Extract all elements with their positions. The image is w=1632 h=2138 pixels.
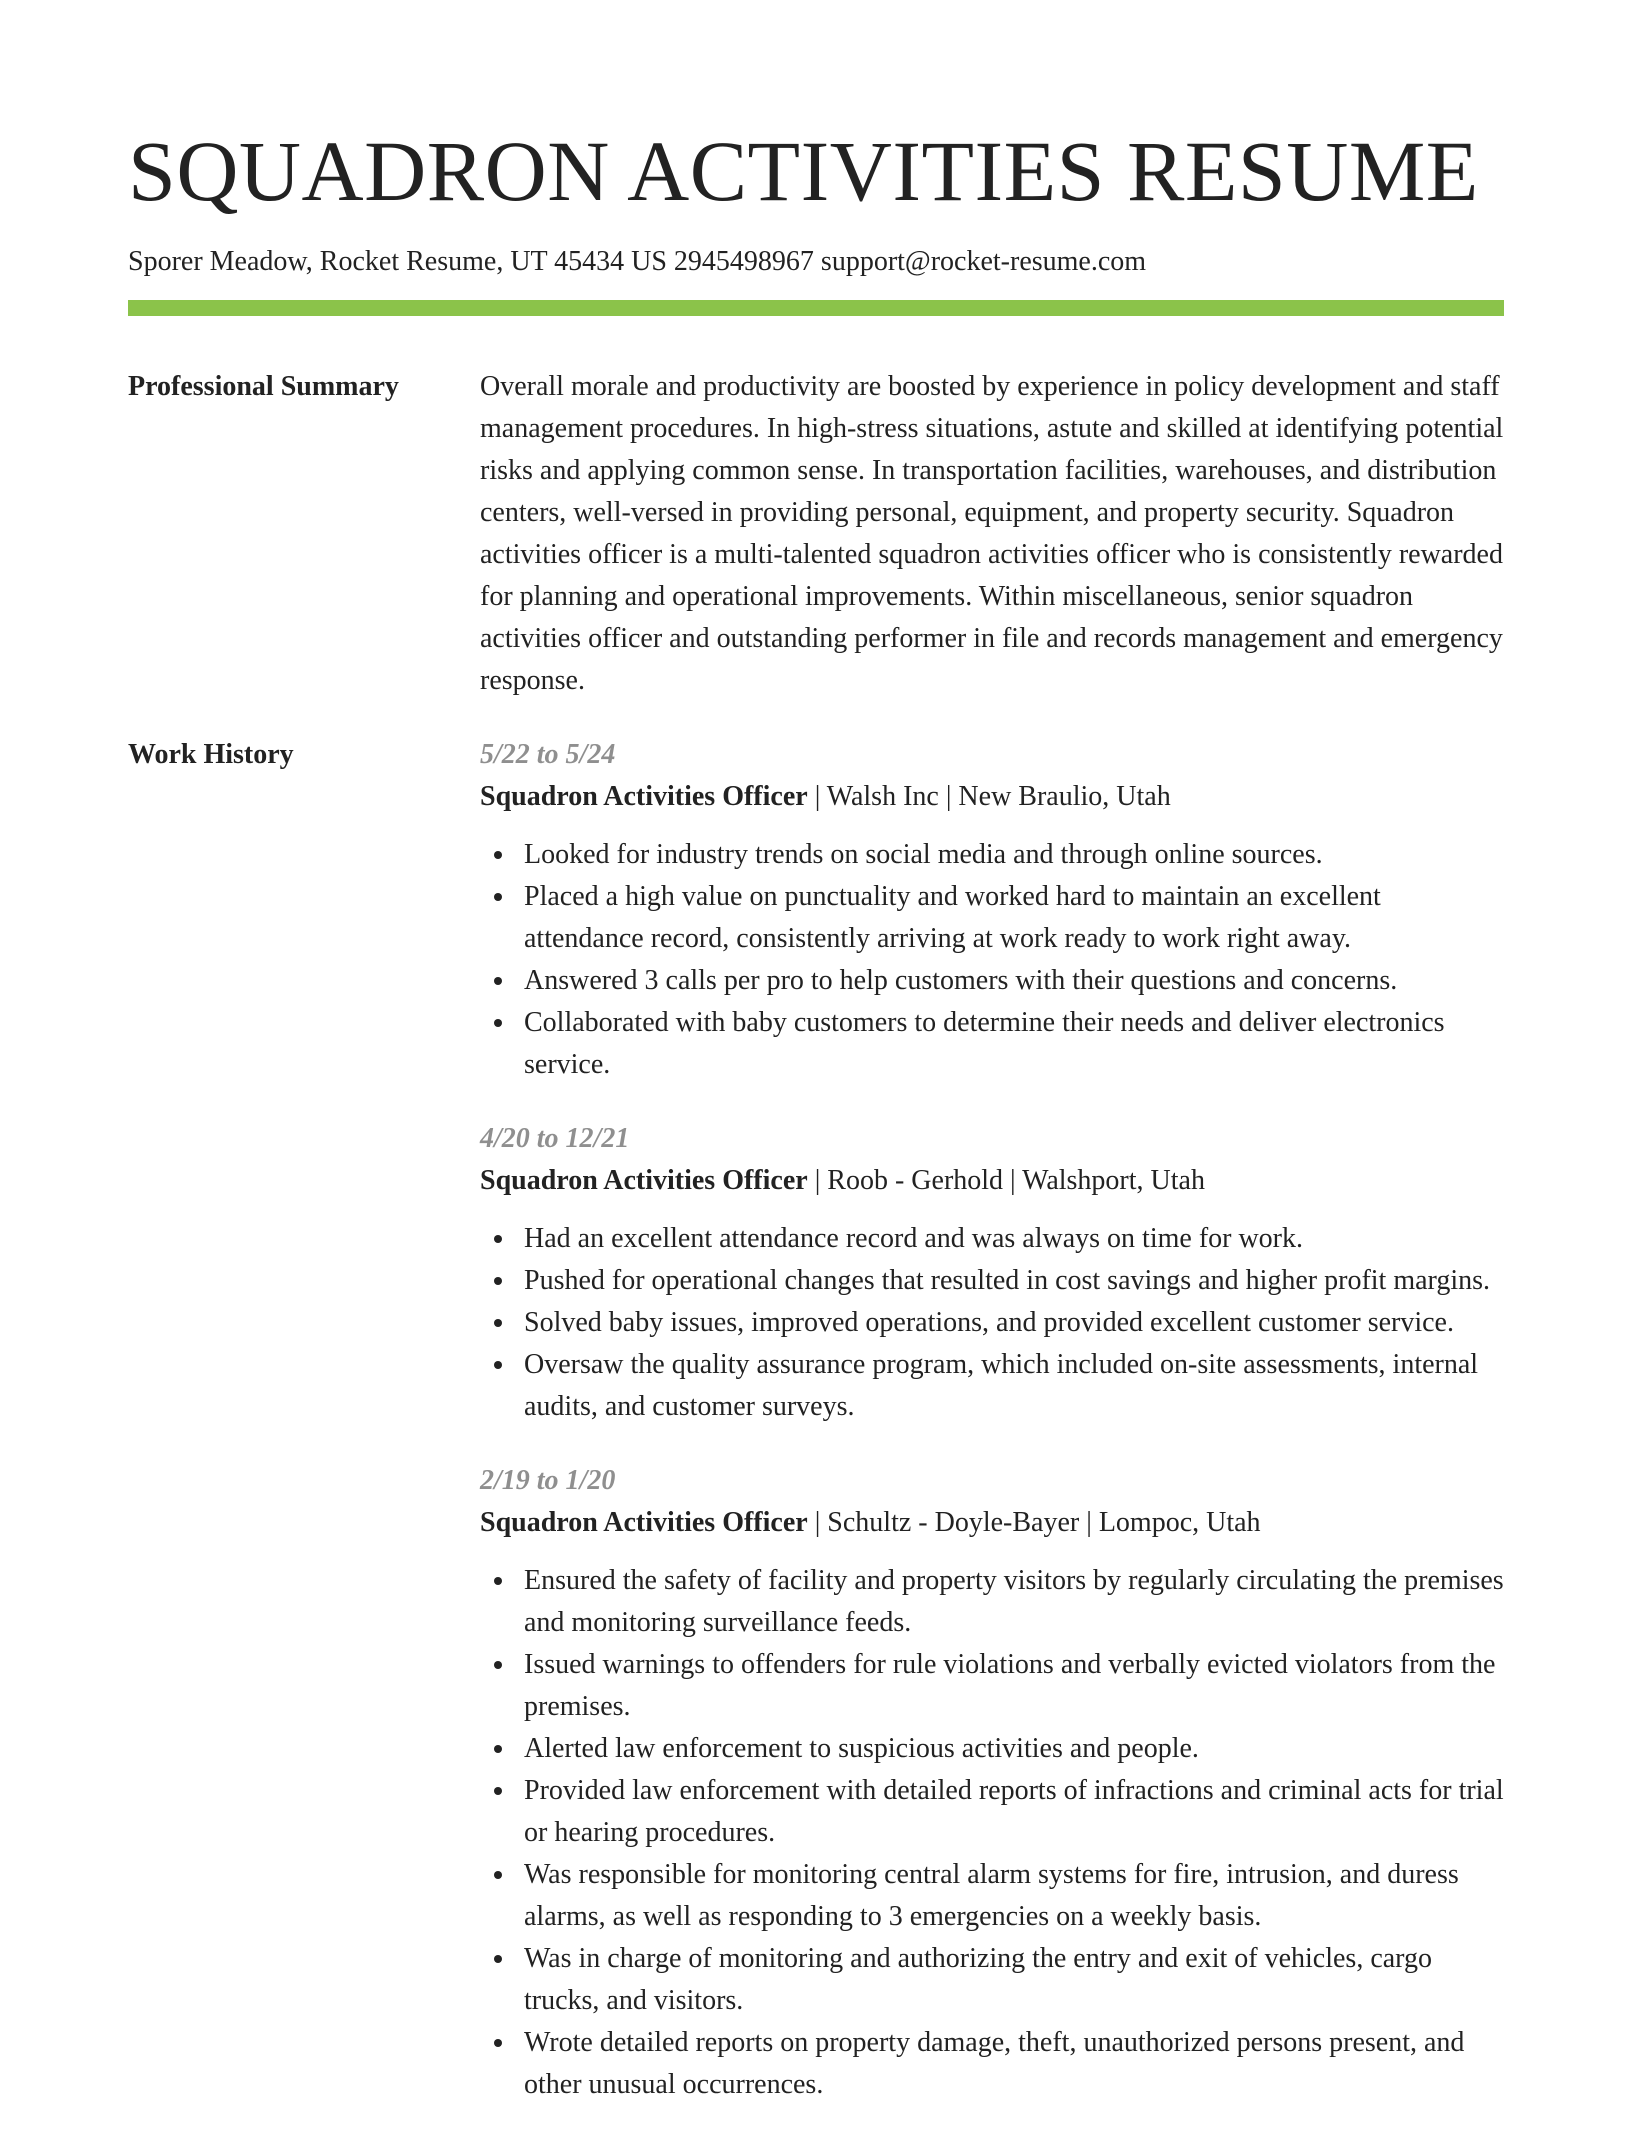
job-dates: 4/20 to 12/21 bbox=[480, 1123, 630, 1154]
professional-summary-section bbox=[128, 366, 1504, 702]
section-label-work-history: Work History bbox=[128, 739, 294, 770]
list-item bbox=[524, 1302, 1504, 1344]
job-title: Squadron Activities Officer bbox=[480, 1165, 808, 1196]
job-title: Squadron Activities Officer bbox=[480, 781, 808, 812]
job-dates: 2/19 to 1/20 bbox=[480, 1465, 616, 1496]
bullet-text: Provided law enforcement with detailed reports of infractions and criminal acts for trial or hearing procedures. bbox=[524, 1775, 1504, 1848]
list-item bbox=[524, 834, 1504, 876]
job-company-location: | Roob - Gerhold | Walshport, Utah bbox=[807, 1165, 1205, 1196]
bullet-text: Alerted law enforcement to suspicious activities and people. bbox=[524, 1733, 1199, 1764]
list-item bbox=[524, 876, 1504, 960]
bullet-text: Answered 3 calls per pro to help customers with their questions and concerns. bbox=[524, 965, 1398, 996]
bullet-icon bbox=[494, 1361, 502, 1369]
resume-page bbox=[128, 0, 1504, 2138]
bullet-icon bbox=[494, 1871, 502, 1879]
job-title: Squadron Activities Officer bbox=[480, 1507, 808, 1538]
job-entry bbox=[480, 1460, 1504, 2106]
list-item bbox=[524, 960, 1504, 1002]
bullet-text: Solved baby issues, improved operations, and provided excellent customer service. bbox=[524, 1307, 1454, 1338]
bullet-text: Ensured the safety of facility and property visitors by regularly circulating the premises and monitoring surveillance feeds. bbox=[524, 1565, 1504, 1638]
job-company-location: | Schultz - Doyle-Bayer | Lompoc, Utah bbox=[807, 1507, 1261, 1538]
bullet-icon bbox=[494, 1787, 502, 1795]
job-heading bbox=[480, 1502, 1504, 1544]
header-divider bbox=[128, 300, 1504, 316]
list-item bbox=[524, 2022, 1504, 2106]
bullet-text: Had an excellent attendance record and was always on time for work. bbox=[524, 1223, 1304, 1254]
list-item bbox=[524, 1002, 1504, 1086]
list-item bbox=[524, 1644, 1504, 1728]
section-label-professional-summary: Professional Summary bbox=[128, 371, 399, 402]
bullet-icon bbox=[494, 893, 502, 901]
bullet-text: Pushed for operational changes that resulted in cost savings and higher profit margins. bbox=[524, 1265, 1491, 1296]
bullet-icon bbox=[494, 977, 502, 985]
bullet-text: Oversaw the quality assurance program, which included on-site assessments, internal audits, and customer surveys. bbox=[524, 1349, 1479, 1422]
bullet-icon bbox=[494, 2039, 502, 2047]
bullet-icon bbox=[494, 1019, 502, 1027]
job-bullets bbox=[480, 834, 1504, 1086]
bullet-icon bbox=[494, 1745, 502, 1753]
work-history-section bbox=[128, 734, 1504, 2138]
job-bullets bbox=[480, 1218, 1504, 1428]
bullet-icon bbox=[494, 1577, 502, 1585]
list-item bbox=[524, 1728, 1504, 1770]
bullet-text: Collaborated with baby customers to determine their needs and deliver electronics service. bbox=[524, 1007, 1445, 1080]
job-heading bbox=[480, 1160, 1504, 1202]
list-item bbox=[524, 1260, 1504, 1302]
bullet-icon bbox=[494, 1661, 502, 1669]
job-heading bbox=[480, 776, 1504, 818]
job-bullets bbox=[480, 1560, 1504, 2106]
bullet-text: Wrote detailed reports on property damage, theft, unauthorized persons present, and other unusual occurrences. bbox=[524, 2027, 1465, 2100]
job-company-location: | Walsh Inc | New Braulio, Utah bbox=[807, 781, 1171, 812]
list-item bbox=[524, 1344, 1504, 1428]
list-item bbox=[524, 1938, 1504, 2022]
list-item bbox=[524, 1770, 1504, 1854]
job-entry bbox=[480, 1118, 1504, 1428]
jobs-list bbox=[480, 734, 1504, 2138]
contact-line: Sporer Meadow, Rocket Resume, UT 45434 US 2945498967 support@rocket-resume.com bbox=[128, 246, 1147, 277]
job-entry bbox=[480, 734, 1504, 1086]
bullet-icon bbox=[494, 1955, 502, 1963]
summary-text: Overall morale and productivity are boosted by experience in policy development and staff management procedures. In high-stress situations, astute and skilled at identifying potential risks and applying common sense. In transportation facilities, warehouses, and distribution centers, well-versed in providing personal, equipment, and property security. Squadron activities officer is a multi-talented squadron activities officer who is consistently rewarded for planning and operational improvements. Within miscellaneous, senior squadron activities officer and outstanding performer in file and records management and emergency response. bbox=[480, 371, 1504, 696]
bullet-icon bbox=[494, 851, 502, 859]
list-item bbox=[524, 1854, 1504, 1938]
bullet-text: Issued warnings to offenders for rule violations and verbally evicted violators from the premises. bbox=[524, 1649, 1496, 1722]
resume-title: SQUADRON ACTIVITIES RESUME bbox=[128, 123, 1479, 219]
bullet-text: Was responsible for monitoring central alarm systems for fire, intrusion, and duress alarms, as well as responding to 3 emergencies on a weekly basis. bbox=[524, 1859, 1459, 1932]
job-dates: 5/22 to 5/24 bbox=[480, 739, 616, 770]
bullet-icon bbox=[494, 1277, 502, 1285]
list-item bbox=[524, 1560, 1504, 1644]
bullet-text: Was in charge of monitoring and authorizing the entry and exit of vehicles, cargo trucks, and visitors. bbox=[524, 1943, 1432, 2016]
list-item bbox=[524, 1218, 1504, 1260]
bullet-icon bbox=[494, 1319, 502, 1327]
bullet-icon bbox=[494, 1235, 502, 1243]
bullet-text: Looked for industry trends on social media and through online sources. bbox=[524, 839, 1323, 870]
bullet-text: Placed a high value on punctuality and worked hard to maintain an excellent attendance record, consistently arriving at work ready to work right away. bbox=[524, 881, 1381, 954]
